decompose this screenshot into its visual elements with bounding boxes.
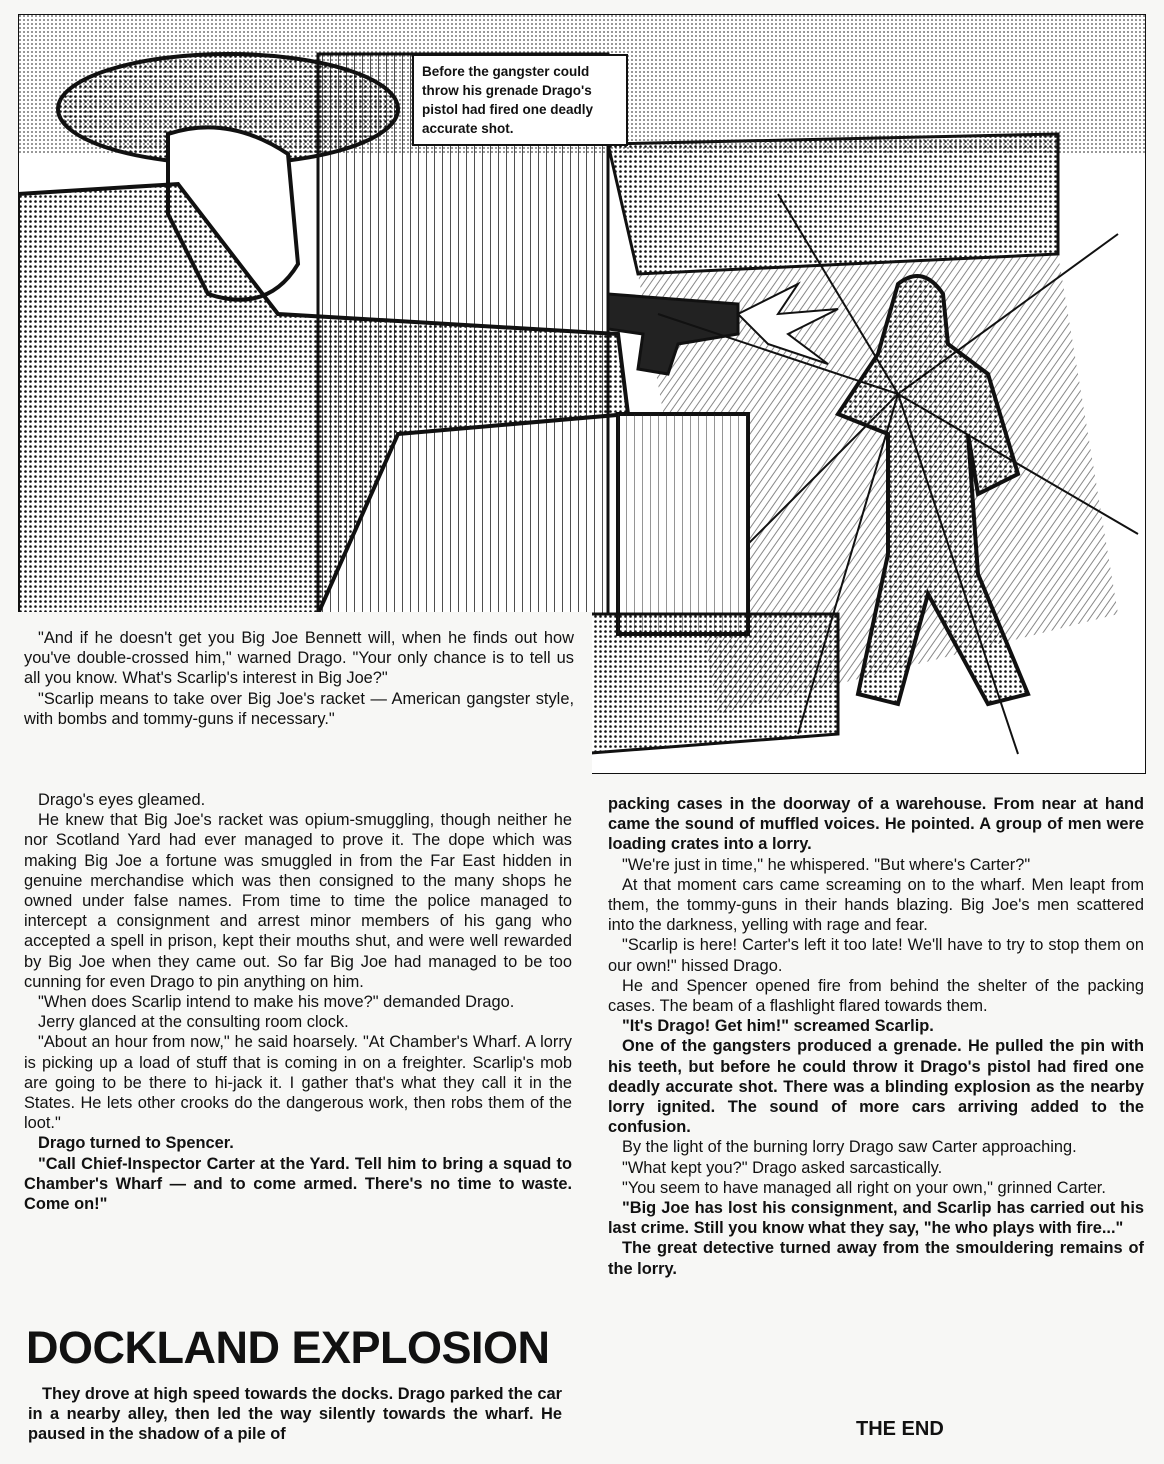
- lorry-bed: [578, 614, 838, 754]
- warehouse-doorway: [608, 134, 1058, 274]
- paragraph: The great detective turned away from the smouldering remains of the lorry.: [608, 1239, 1144, 1278]
- paragraph: "And if he doesn't get you Big Joe Bennett will, when he finds out how you've double-crossed him," warned Drago. "Your only chance is to tell us all you know. What's Scarlip's interest in Big Joe?": [24, 629, 574, 688]
- paragraph: One of the gangsters produced a grenade. He pulled the pin with his teeth, but before he could throw it Drago's pistol had fired one deadly accurate shot. There was a blinding explosion as the nearby lorry ignited. The sound of more cars arriving added to the confusion.: [608, 1037, 1144, 1137]
- paragraph: Drago's eyes gleamed.: [38, 791, 206, 809]
- left-column-top: [24, 628, 574, 729]
- paragraph: "Big Joe has lost his consignment, and Scarlip has carried out his last crime. Still you know what they say, "he who plays with fire...": [608, 1199, 1144, 1238]
- section-headline: DOCKLAND EXPLOSION: [26, 1322, 550, 1373]
- paragraph: By the light of the burning lorry Drago saw Carter approaching.: [622, 1138, 1077, 1157]
- left-column-middle: [24, 790, 572, 1214]
- caption-box: Before the gangster could throw his grenade Drago's pistol had fired one deadly accurate shot.: [412, 54, 628, 146]
- paragraph: "Scarlip is here! Carter's left it too late! We'll have to try to stop them on our own!" hissed Drago.: [608, 936, 1144, 975]
- paragraph: They drove at high speed towards the docks. Drago parked the car in a nearby alley, then led the way silently towards the wharf. He paused in the shadow of a pile of: [28, 1385, 562, 1444]
- paragraph: "When does Scarlip intend to make his move?" demanded Drago.: [38, 993, 515, 1012]
- paragraph: Drago turned to Spencer.: [38, 1134, 234, 1153]
- left-column-bottom: [28, 1384, 562, 1445]
- paragraph: He and Spencer opened fire from behind the shelter of the packing cases. The beam of a flashlight flared towards them.: [608, 976, 1144, 1016]
- right-column: [608, 794, 1144, 1279]
- paragraph: packing cases in the doorway of a warehouse. From near at hand came the sound of muffled voices. He pointed. A group of men were loading crates into a lorry.: [608, 795, 1144, 854]
- paragraph: "It's Drago! Get him!" screamed Scarlip.: [622, 1017, 934, 1036]
- paragraph: "About an hour from now," he said hoarsely. "At Chamber's Wharf. A lorry is picking up a load of stuff that is coming in on a freighter. Scarlip's mob are going to be there to hi-jack it. I gather that's what they call it in the States. He lets other crooks do the dangerous work, then robs them of the loot.": [24, 1033, 572, 1133]
- paragraph: "Call Chief-Inspector Carter at the Yard. Tell him to bring a squad to Chamber's Wharf — and to come armed. There's no time to waste. Come on!": [24, 1154, 572, 1214]
- paragraph: Jerry glanced at the consulting room clock.: [38, 1013, 349, 1032]
- paragraph: "We're just in time," he whispered. "But where's Carter?": [622, 855, 1031, 874]
- the-end-label: THE END: [856, 1418, 944, 1440]
- paragraph: He knew that Big Joe's racket was opium-smuggling, though neither he nor Scotland Yard had ever managed to prove it. The dope which was making Big Joe a fortune was smuggled in from the Far East hidden in genuine merchandise which was then consigned to the many shops he owned under false names. From time to time the police managed to intercept a consignment and arrest minor members of his gang who accepted a spell in prison, kept their mouths shut, and were well rewarded by Big Joe when they came out. So far Big Joe had managed to be too cunning for even Drago to pin anything on him.: [24, 811, 572, 991]
- paragraph: At that moment cars came screaming on to the wharf. Men leapt from them, the tommy-guns in their hands blazing. Big Joe's men scattered into the darkness, yelling with rage and fear.: [608, 875, 1144, 935]
- paragraph: "What kept you?" Drago asked sarcastically.: [622, 1158, 943, 1177]
- paragraph: "Scarlip means to take over Big Joe's racket — American gangster style, with bombs and tommy-guns if necessary.": [24, 689, 574, 728]
- paragraph: "You seem to have managed all right on your own," grinned Carter.: [622, 1178, 1106, 1197]
